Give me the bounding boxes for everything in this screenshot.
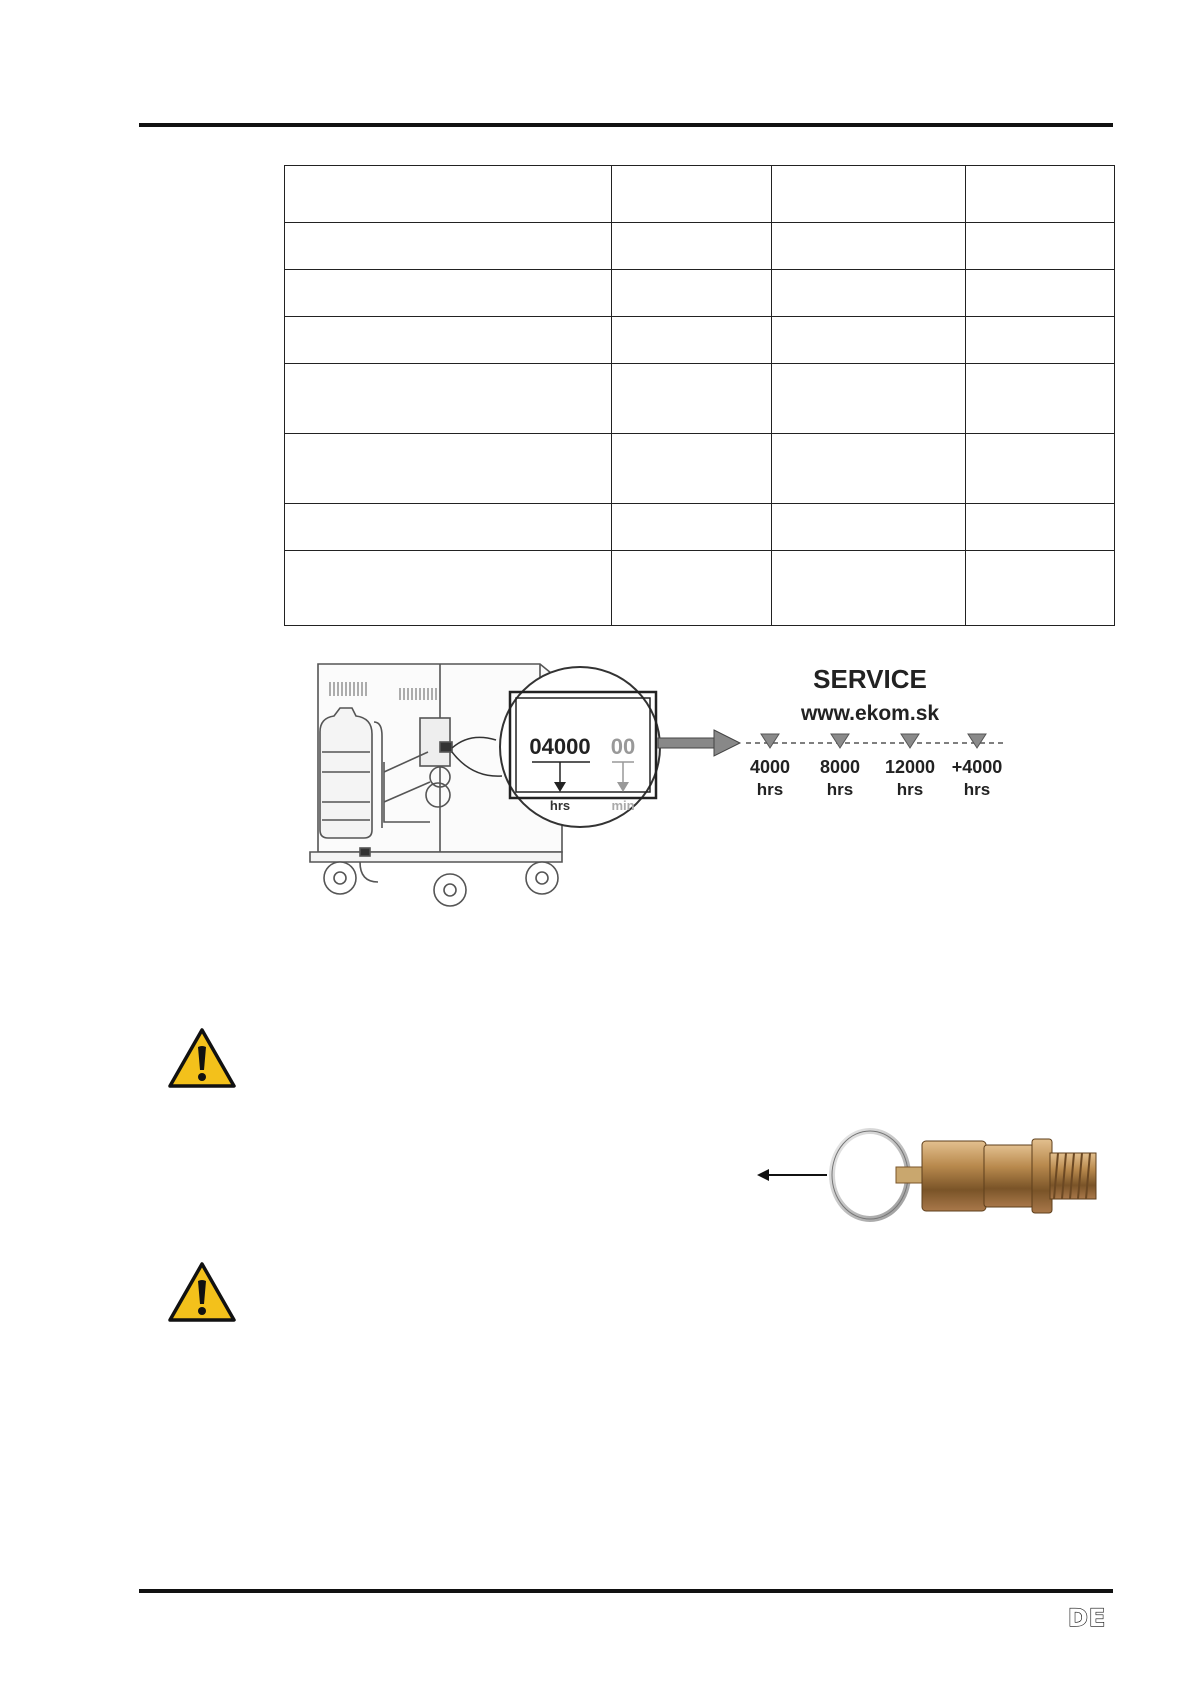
interval-unit: hrs (756, 780, 784, 799)
service-url: www.ekom.sk (800, 702, 940, 725)
maintenance-schedule-table (284, 165, 1115, 626)
table-row (285, 551, 1115, 626)
table-row (285, 504, 1115, 551)
interval-unit: hrs (963, 780, 991, 799)
safety-valve-image (828, 1121, 1104, 1229)
interval-value: 4000 (749, 757, 791, 777)
pointer-arrow (658, 730, 740, 756)
service-title: SERVICE (813, 664, 927, 694)
interval-value: +4000 (951, 757, 1003, 777)
table-row (285, 223, 1115, 270)
arrow-left-icon (757, 1167, 827, 1183)
counter-minutes: 00 (610, 734, 636, 759)
table-row (285, 434, 1115, 504)
warning-triangle-icon (168, 1027, 236, 1089)
interval-marker-icon (968, 734, 986, 748)
counter-hours: 04000 (529, 734, 591, 759)
language-label: DE (1068, 1604, 1107, 1632)
interval-unit: hrs (826, 780, 854, 799)
interval-unit: hrs (896, 780, 924, 799)
warning-triangle-icon (168, 1261, 236, 1323)
table-row (285, 166, 1115, 223)
interval-value: 8000 (819, 757, 861, 777)
table-row (285, 364, 1115, 434)
counter-hours-label: hrs (549, 798, 571, 813)
header-rule (139, 123, 1113, 127)
interval-marker-icon (901, 734, 919, 748)
footer-rule (139, 1589, 1113, 1593)
interval-marker-icon (831, 734, 849, 748)
service-counter-figure (300, 652, 1020, 907)
interval-marker-icon (761, 734, 779, 748)
interval-value: 12000 (884, 757, 936, 777)
counter-minutes-label: min (611, 798, 635, 813)
table-row (285, 317, 1115, 364)
table-row (285, 270, 1115, 317)
